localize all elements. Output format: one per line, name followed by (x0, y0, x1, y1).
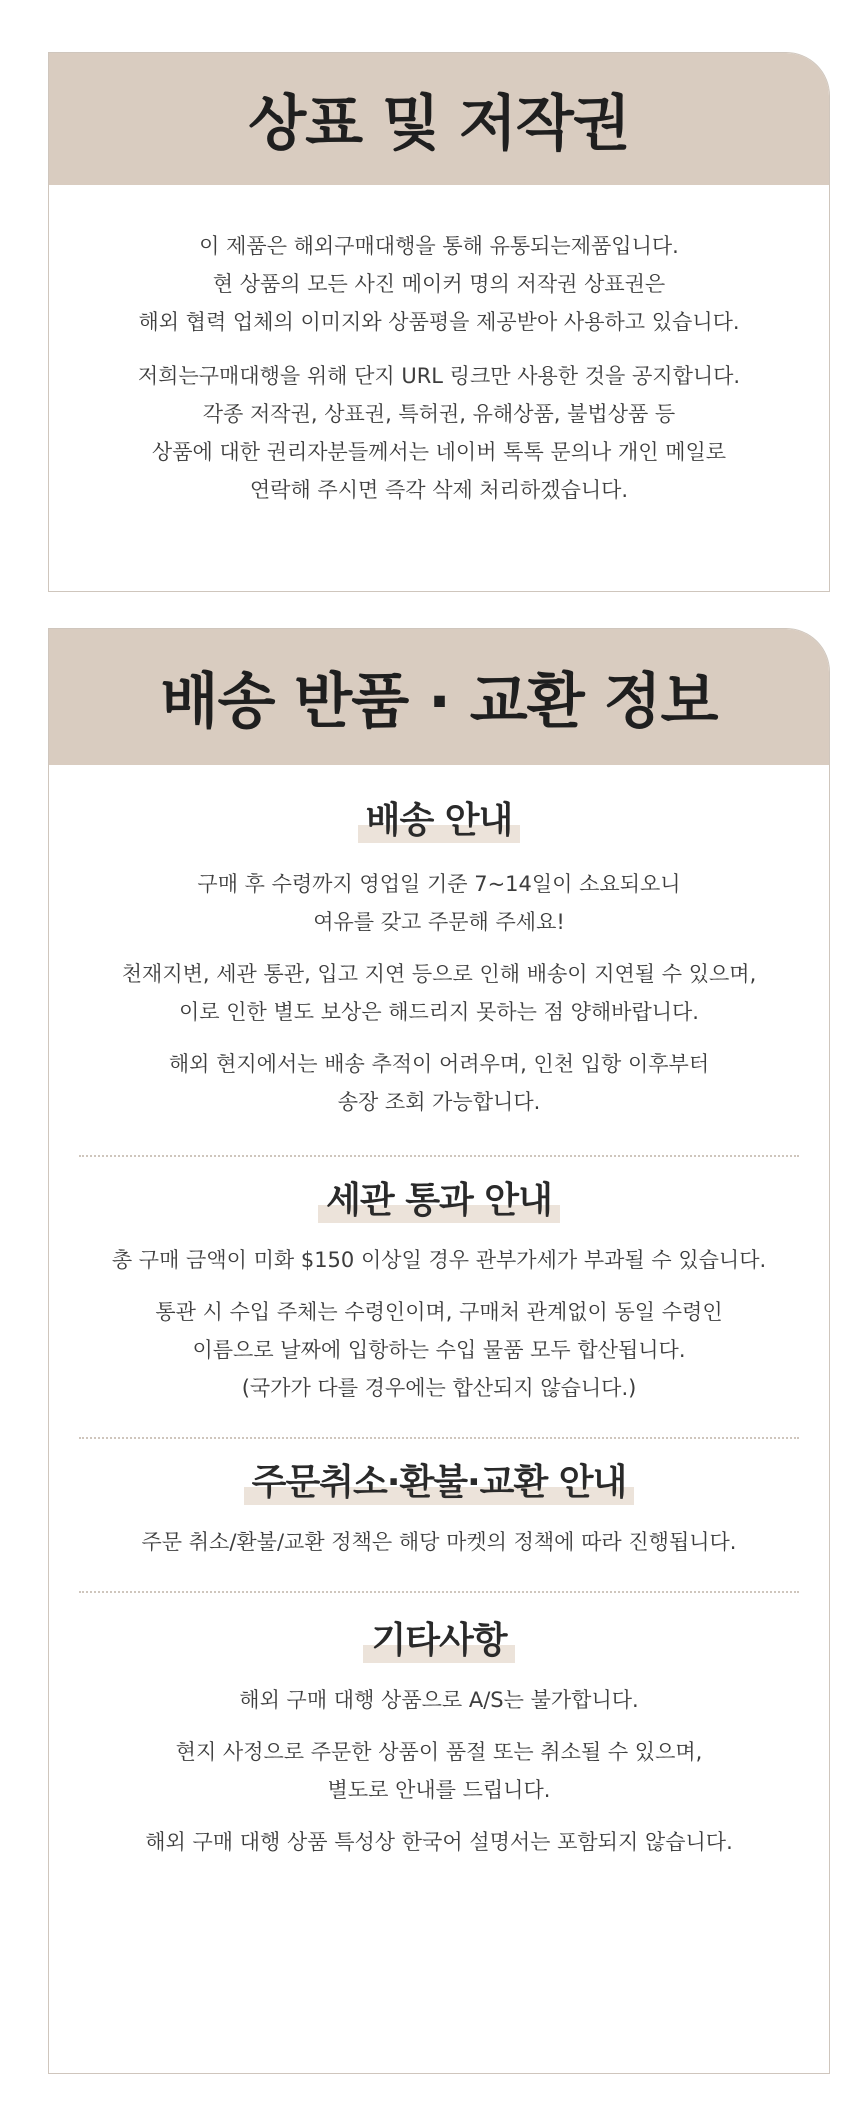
section-delivery (49, 765, 829, 1155)
text-line: 천재지변, 세관 통관, 입고 지연 등으로 인해 배송이 지연될 수 있으며, (121, 962, 757, 986)
text-line: 해외 현지에서는 배송 추적이 어려우며, 인천 입항 이후부터 (168, 1052, 710, 1076)
etc-paragraph-3 (49, 1823, 829, 1861)
etc-paragraph-2 (49, 1733, 829, 1809)
trademark-card (48, 52, 830, 592)
section-cancel-refund (49, 1439, 829, 1591)
text-line: (국가가 다를 경우에는 합산되지 않습니다.) (241, 1376, 637, 1400)
text-line: 현 상품의 모든 사진 메이커 명의 저작권 상표권은 (212, 272, 666, 296)
etc-paragraph-1 (49, 1681, 829, 1719)
text-line: 주문 취소/환불/교환 정책은 해당 마켓의 정책에 따라 진행됩니다. (141, 1530, 737, 1554)
trademark-paragraph-1 (49, 227, 829, 341)
delivery-paragraph-1 (49, 865, 829, 941)
text-line: 이 제품은 해외구매대행을 통해 유통되는제품입니다. (199, 234, 679, 258)
shipping-card (48, 628, 830, 2074)
delivery-paragraph-2 (49, 955, 829, 1031)
cancel-paragraph-1 (49, 1523, 829, 1561)
section-etc (49, 1593, 829, 1891)
trademark-title: 상표 및 저작권 (49, 53, 829, 185)
text-line: 통관 시 수입 주체는 수령인이며, 구매처 관계없이 동일 수령인 (155, 1300, 723, 1324)
delivery-paragraph-3 (49, 1045, 829, 1121)
text-line: 해외 구매 대행 상품으로 A/S는 불가합니다. (239, 1688, 639, 1712)
text-line: 송장 조회 가능합니다. (337, 1090, 541, 1114)
section-title-delivery: 배송 안내 (358, 795, 521, 847)
text-line: 해외 구매 대행 상품 특성상 한국어 설명서는 포함되지 않습니다. (145, 1830, 733, 1854)
text-line: 현지 사정으로 주문한 상품이 품절 또는 취소될 수 있으며, (175, 1740, 703, 1764)
text-line: 구매 후 수령까지 영업일 기준 7~14일이 소요되오니 (197, 872, 681, 896)
shipping-title: 배송 반품 · 교환 정보 (49, 629, 829, 765)
section-title-cancel-refund: 주문취소·환불·교환 안내 (244, 1457, 635, 1509)
section-title-customs: 세관 통과 안내 (318, 1175, 560, 1227)
text-line: 각종 저작권, 상표권, 특허권, 유해상품, 불법상품 등 (202, 402, 676, 426)
text-line: 별도로 안내를 드립니다. (327, 1778, 551, 1802)
text-line: 저희는구매대행을 위해 단지 URL 링크만 사용한 것을 공지합니다. (137, 364, 741, 388)
section-title-etc: 기타사항 (363, 1615, 514, 1667)
customs-paragraph-1 (49, 1241, 829, 1279)
text-line: 여유를 갖고 주문해 주세요! (313, 910, 565, 934)
text-line: 총 구매 금액이 미화 $150 이상일 경우 관부가세가 부과될 수 있습니다. (111, 1248, 767, 1272)
text-line: 상품에 대한 권리자분들께서는 네이버 톡톡 문의나 개인 메일로 (151, 440, 727, 464)
customs-paragraph-2 (49, 1293, 829, 1407)
trademark-paragraph-2 (49, 357, 829, 509)
text-line: 해외 협력 업체의 이미지와 상품평을 제공받아 사용하고 있습니다. (138, 310, 740, 334)
text-line: 이름으로 날짜에 입항하는 수입 물품 모두 합산됩니다. (192, 1338, 686, 1362)
text-line: 연락해 주시면 즉각 삭제 처리하겠습니다. (249, 478, 629, 502)
text-line: 이로 인한 별도 보상은 해드리지 못하는 점 양해바랍니다. (179, 1000, 699, 1024)
section-customs (49, 1157, 829, 1437)
trademark-body (49, 185, 829, 509)
